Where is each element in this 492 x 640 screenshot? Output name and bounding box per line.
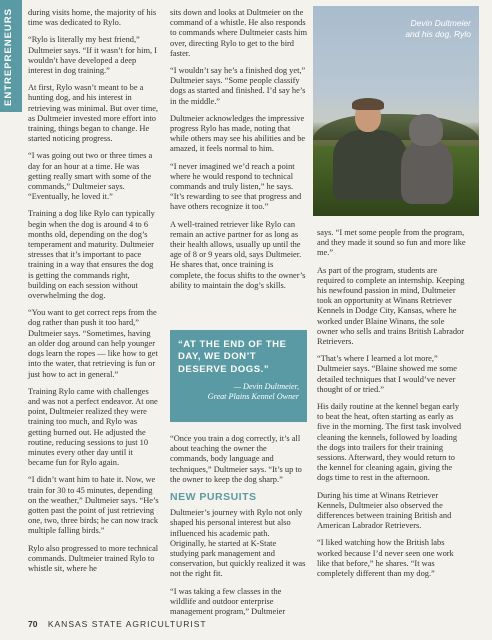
section-tab-label: ENTREPRENEURS (3, 8, 14, 106)
text-column-2-bottom (170, 434, 307, 624)
section-tab (0, 0, 22, 112)
paragraph: Training a dog like Rylo can typically begin when the dog is around 4 to 6 months old, depending on the dog’s temperament and maturity. Dultmeier stresses that it’s important to pace training in a way that ensures the dog is getting the commands right, building on each session without overwhelming the dog. (28, 209, 155, 301)
photo-dog-head (409, 114, 443, 146)
paragraph: A well-trained retriever like Rylo can remain an active partner for as long as their health allows, usually up until the age of 8 or 9 years old, says Dultmeier. He shares that, once training is complete, the focus shifts to the owner’s ability to maintain the dog’s skills. (170, 219, 306, 290)
text-column-2-top (170, 8, 307, 298)
paragraph: “I was going out two or three times a day for an hour at a time. He was getting really smart with some of the commands,” Dultmeier says. “Eventually, he loved it.” (28, 151, 153, 202)
pull-quote-author-title: Great Plains Kennel Owner (207, 392, 299, 402)
photo-man-hat (352, 98, 384, 110)
text-column-1 (28, 8, 159, 581)
pull-quote-attribution (178, 382, 299, 402)
paragraph: Dultmeier’s journey with Rylo not only shaped his personal interest but also influenced his academic path. Originally, he started at K-State studying park management and conservation, but quickly realized it was not the right fit. (170, 508, 306, 579)
photo-caption-name: Devin Dultmeier (410, 18, 471, 28)
page-number: 70 (28, 619, 38, 629)
pull-quote (170, 330, 307, 422)
section-heading: NEW PURSUITS (170, 491, 257, 504)
paragraph: Training Rylo came with challenges and was not a perfect endeavor. At one point, Dultmeier realized they were training too much, and Rylo was getting burned out. He adjusted the routine, reducing sessions to just 10 minutes every other day until it became fun for Rylo again. (28, 386, 158, 468)
paragraph: “Rylo is literally my best friend,” Dultmeier says. “If it wasn’t for him, I wouldn’t have developed a deep interest in dog training.” (28, 35, 157, 76)
photo-caption-detail: and his dog, Rylo (405, 29, 471, 39)
paragraph: “You want to get correct reps from the dog rather than push it too hard,” Dultmeier says. “Sometimes, having an older dog around can help younger dogs learn the ropes — like how to get into the water, that retrieving is fun or just how to act in general.” (28, 308, 158, 379)
paragraph: “Once you train a dog correctly, it’s all about teaching the owner the commands, body language and techniques,” Dultmeier says. “It’s up to the owner to keep the dog sharp.” (170, 434, 302, 484)
paragraph: Dultmeier acknowledges the impressive progress Rylo has made, noting that while others may see his abilities and be amazed, it feels normal to him. (170, 113, 306, 154)
paragraph: sits down and looks at Dultmeier on the command of a whistle. He also responds to commands where Dultmeier casts him over, directing Rylo to get to the bird faster. (170, 8, 307, 58)
pull-quote-author: — Devin Dultmeier, (233, 382, 299, 392)
paragraph: “That’s where I learned a lot more,” Dultmeier says. “Blaine showed me some detailed techniques that I would’ve never thought of or tried.” (317, 354, 458, 394)
paragraph: As part of the program, students are required to complete an internship. Keeping his newfound passion in mind, Dultmeier took an opportunity at Winans Retriever Kennels in Dodge City, Kansas, where he worked under Blaine Winans, the sole owner who sells and trains British Labrador Retrievers. (317, 265, 465, 347)
paragraph: His daily routine at the kennel began early to beat the heat, often starting as early as five in the morning. The first task involved cleaning the kennels, followed by loading the dogs into trailers for their training sessions. Afterward, they would return to the kennel for cleaning again, giving the dogs time to rest in the afternoon. (317, 402, 462, 483)
paragraph: Rylo also progressed to more technical commands. Dultmeier trained Rylo to whistle sit, where he (28, 543, 159, 573)
text-column-3 (317, 228, 467, 586)
photo-dog-body (401, 140, 453, 204)
paragraph: During his time at Winans Retriever Kennels, Dultmeier also observed the differences between training British and American Labrador Retrievers. (317, 490, 452, 531)
pull-quote-text: “AT THE END OF THE DAY, WE DON’T DESERVE DOGS.” (178, 339, 287, 375)
photo-man-with-dog (313, 6, 479, 216)
paragraph: “I didn’t want him to hate it. Now, we train for 30 to 45 minutes, depending on the weather,” Dultmeier says. “He’s gotten past the point of just retrieving one, two, three birds; he can now track multiple falling birds.” (28, 475, 159, 536)
paragraph: “I wouldn’t say he’s a finished dog yet,” Dultmeier says. “Some people classify dogs as started and finished. I’d say he’s in the middle.” (170, 66, 306, 106)
page-footer (28, 619, 207, 629)
photo-caption (405, 18, 471, 40)
paragraph: during visits home, the majority of his time was dedicated to Rylo. (28, 8, 157, 28)
paragraph: “I never imagined we’d reach a point where he would respond to technical commands and truly listen,” he says. “It’s rewarding to see that progress and have others recognize it too.” (170, 161, 302, 212)
paragraph: At first, Rylo wasn’t meant to be a hunting dog, and his interest in retrieving was minimal. But over time, as Dultmeier invested more effort into training, things began to change. He started noticing progress. (28, 83, 159, 144)
magazine-name: KANSAS STATE AGRICULTURIST (47, 619, 207, 629)
paragraph: “I was taking a few classes in the wildlife and outdoor enterprise management program,” Dultmeier (170, 586, 286, 617)
paragraph: says. “I met some people from the program, and they made it sound so fun and more like me.” (317, 228, 466, 258)
paragraph: “I liked watching how the British labs worked because I’d never seen one work like that before,” he shares. “It was completely different than my dog.” (317, 538, 454, 579)
photo-man-body (333, 130, 407, 200)
